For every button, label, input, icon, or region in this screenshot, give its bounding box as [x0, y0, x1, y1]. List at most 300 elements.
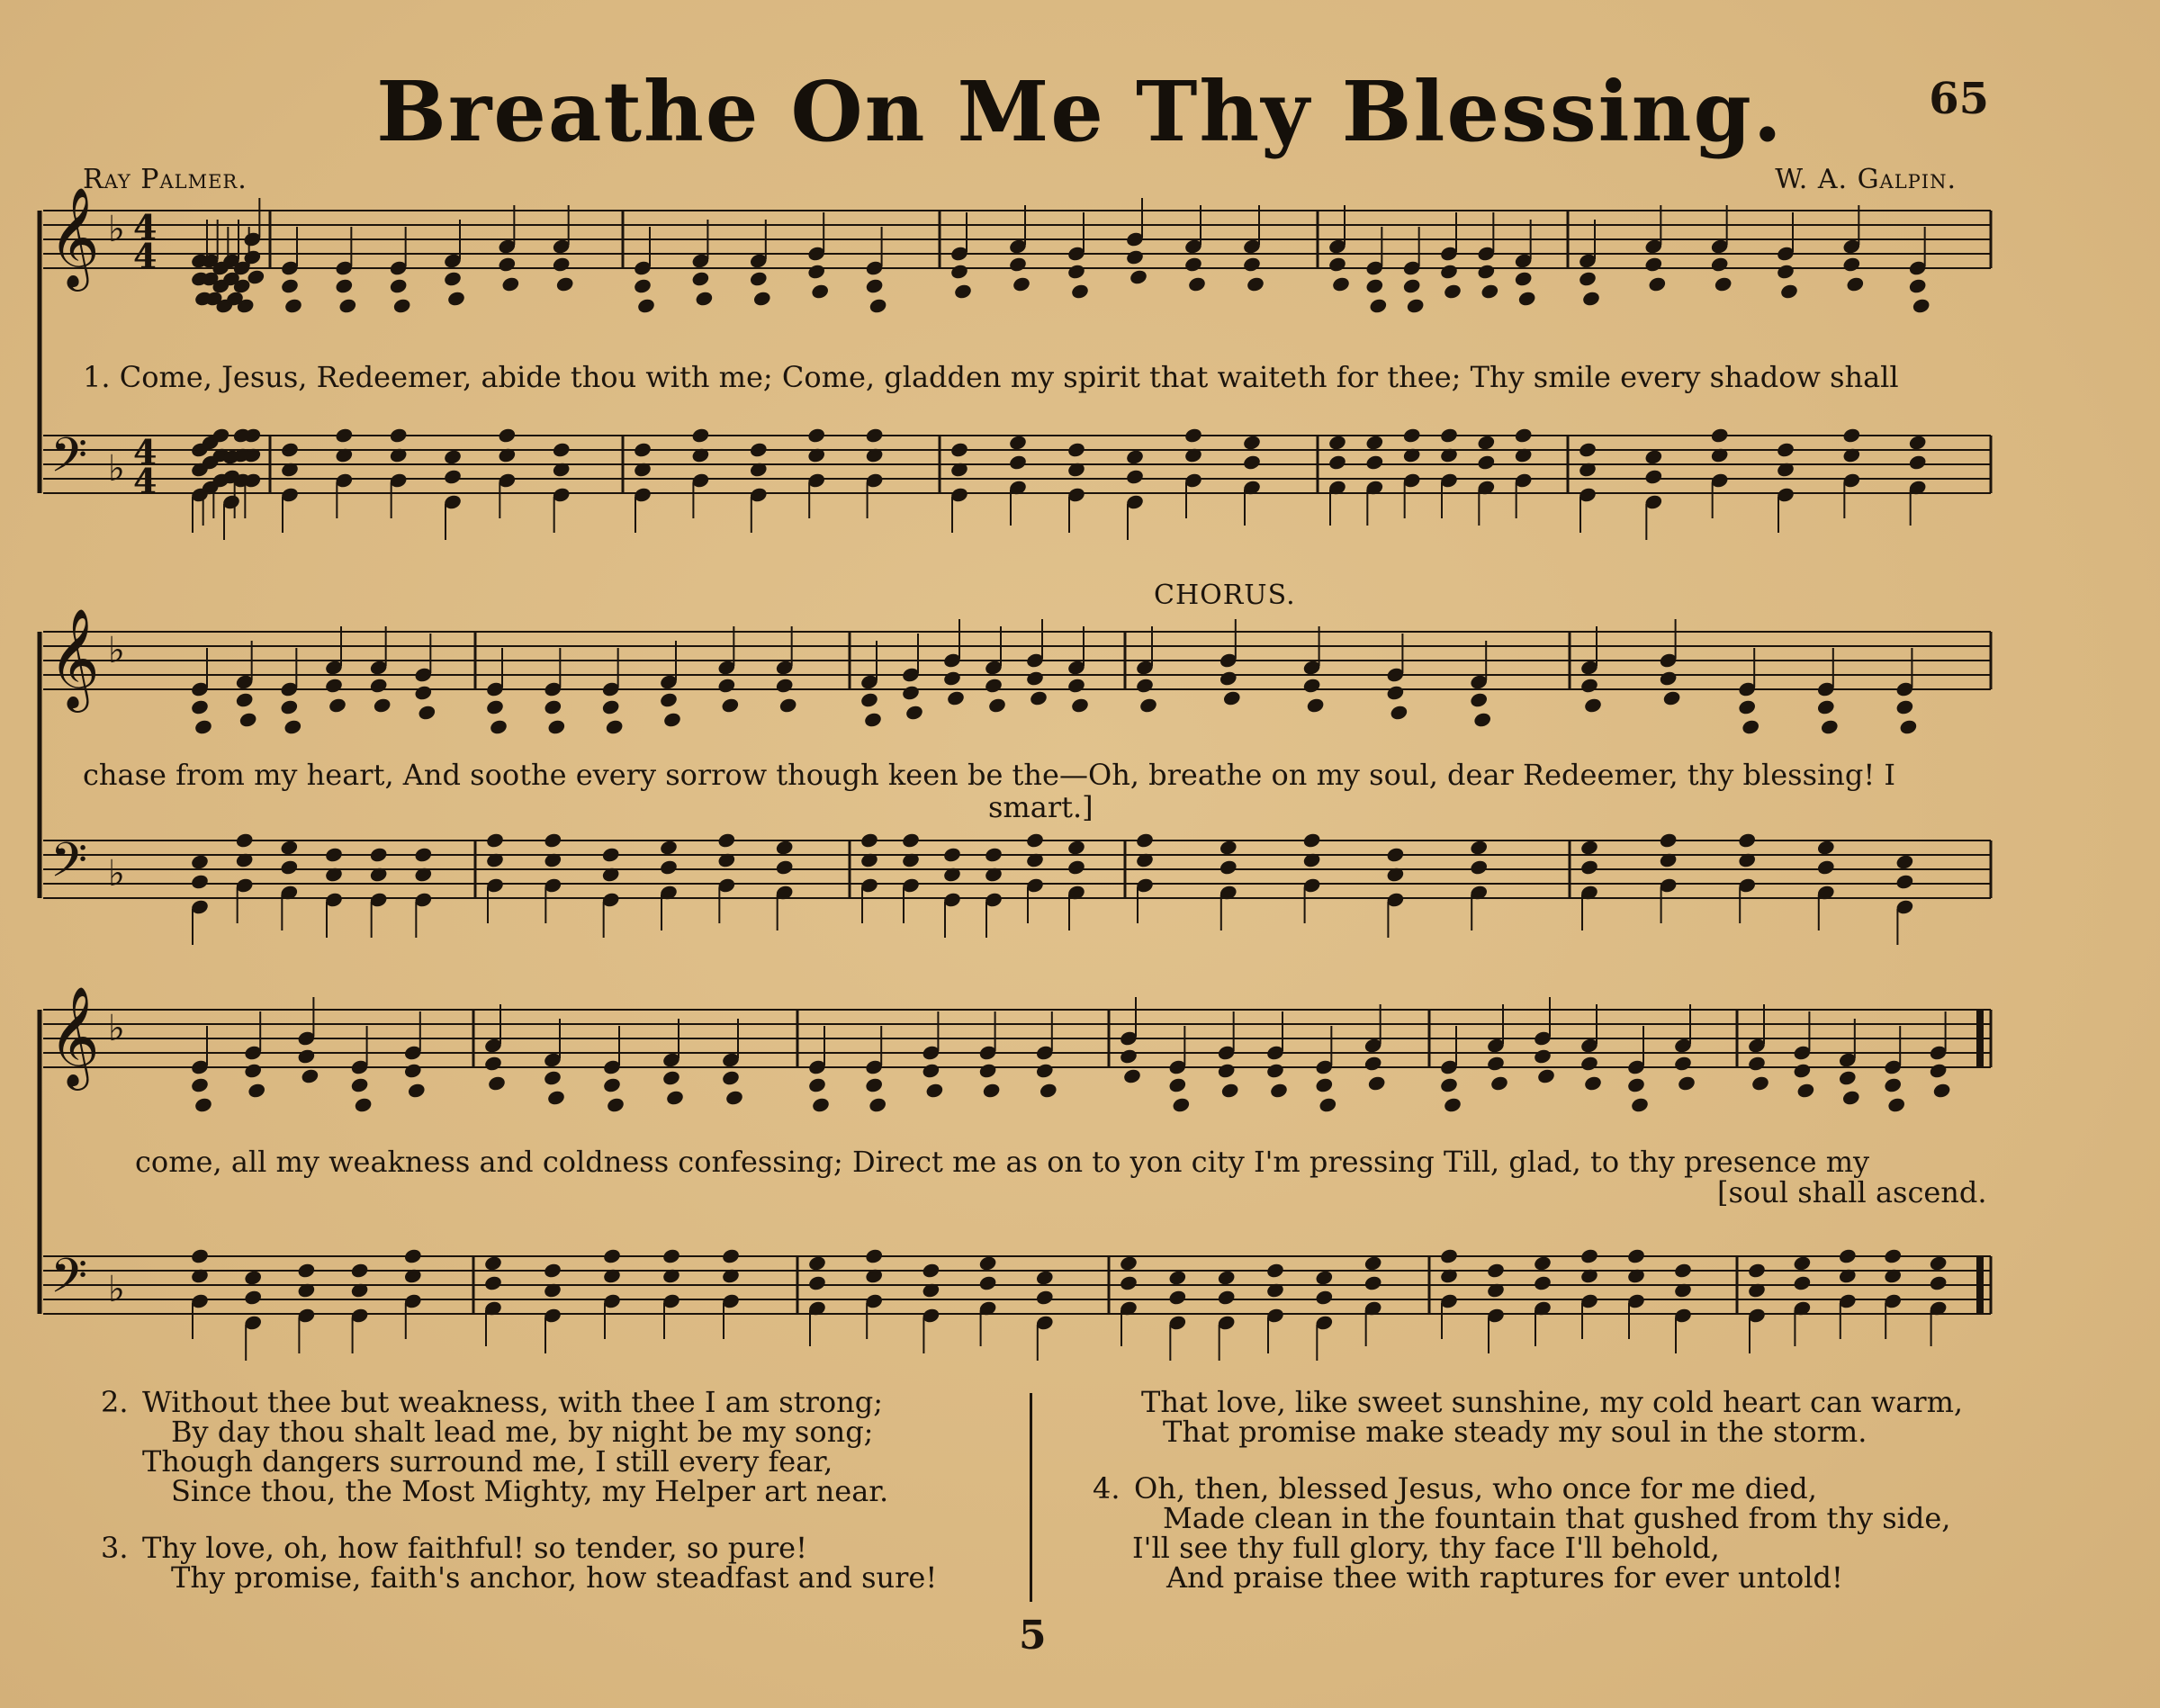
note-head [1070, 697, 1090, 714]
note-head [721, 1247, 741, 1264]
note-head [1402, 277, 1422, 294]
note-head [1779, 283, 1799, 300]
flat-icon: ♭ [108, 448, 125, 490]
note-head [1219, 839, 1238, 856]
note-head [1929, 1254, 1948, 1272]
note-head [546, 1089, 566, 1106]
note-head [1476, 454, 1496, 471]
note-head [1476, 263, 1496, 280]
note-head [1439, 427, 1459, 444]
note-head [373, 697, 392, 714]
note-head [724, 1089, 744, 1106]
note-head [1486, 1262, 1506, 1279]
note-head [716, 832, 736, 849]
note-head [1012, 275, 1031, 292]
note-head [1737, 698, 1757, 715]
note-head [601, 698, 621, 715]
note-head [925, 1082, 945, 1099]
note-head [283, 718, 302, 735]
note-head [1167, 1289, 1187, 1306]
note-head [984, 846, 1004, 863]
time-signature-bottom: 4 [133, 236, 158, 276]
note-head [279, 858, 299, 876]
note-head [1066, 677, 1086, 694]
flat-icon: ♭ [108, 853, 125, 894]
note-head [1125, 248, 1145, 265]
note-head [1886, 1096, 1906, 1113]
note-head [1328, 454, 1347, 471]
note-head [1302, 832, 1322, 849]
note-head [1328, 434, 1347, 451]
note-head [1737, 832, 1757, 849]
note-head [1647, 275, 1667, 292]
note-head [1246, 275, 1265, 292]
note-head [489, 718, 508, 735]
note-head [1741, 718, 1760, 735]
note-head [238, 711, 258, 728]
verse-number: 4. [1093, 1471, 1120, 1506]
note-head [1439, 1247, 1459, 1264]
note-head [978, 1062, 998, 1079]
note-head [691, 270, 711, 287]
note-head [1908, 277, 1928, 294]
note-head [806, 427, 826, 444]
note-head [1122, 1067, 1142, 1084]
note-head [1578, 441, 1598, 458]
note-head [1630, 1096, 1650, 1113]
note-head [659, 858, 679, 876]
note-head [1035, 1269, 1055, 1286]
note-head [194, 718, 213, 735]
time-signature-top: 4 [133, 432, 158, 472]
note-head [865, 277, 885, 294]
note-head [1643, 468, 1663, 485]
note-head [691, 427, 711, 444]
note-head [1490, 1074, 1509, 1092]
note-head [807, 1274, 827, 1291]
note-head [284, 297, 303, 314]
note-head [279, 698, 299, 715]
chorus-label: CHORUS. [1154, 580, 1296, 611]
note-head [483, 1055, 503, 1072]
note-head [350, 1262, 370, 1279]
note-head [865, 427, 885, 444]
note-head [1714, 275, 1733, 292]
note-head [280, 277, 300, 294]
lyric-line-3-continuation: [soul shall ascend. [1717, 1175, 1987, 1209]
note-head [235, 691, 255, 708]
note-head [1119, 1047, 1138, 1065]
note-head [497, 256, 517, 273]
note-head [543, 1069, 562, 1086]
note-head [1138, 697, 1158, 714]
note-head [1364, 454, 1384, 471]
note-head [1184, 427, 1203, 444]
note-head [1514, 427, 1534, 444]
note-head [1580, 839, 1599, 856]
verse-line: Thy promise, faith's anchor, how steadfast and sure! [171, 1560, 938, 1595]
note-head [407, 1082, 427, 1099]
note-head [403, 1247, 423, 1264]
flat-icon: ♭ [108, 1008, 125, 1049]
note-head [555, 275, 575, 292]
note-head [543, 832, 562, 849]
note-head [483, 1254, 503, 1272]
note-head [1119, 1274, 1138, 1291]
lyricist-credit: Ray Palmer. [83, 164, 248, 195]
note-head [978, 1254, 998, 1272]
note-head [1747, 1055, 1767, 1072]
note-head [443, 270, 463, 287]
note-head [1402, 427, 1422, 444]
note-head [1710, 427, 1730, 444]
note-head [775, 677, 795, 694]
note-head [413, 684, 433, 701]
note-head [1066, 441, 1086, 458]
note-head [1583, 1074, 1603, 1092]
note-head [1217, 1289, 1237, 1306]
note-head [1025, 832, 1045, 849]
note-head [922, 1062, 941, 1079]
note-head [942, 670, 962, 687]
note-head [984, 677, 1004, 694]
note-head [1331, 275, 1351, 292]
note-head [1008, 434, 1028, 451]
note-head [497, 427, 517, 444]
note-head [1662, 689, 1682, 706]
note-head [807, 1254, 827, 1272]
note-head [1265, 1262, 1285, 1279]
note-head [1476, 434, 1496, 451]
note-head [1626, 1247, 1646, 1264]
note-head [297, 1262, 317, 1279]
note-head [1066, 263, 1086, 280]
note-head [1796, 1082, 1816, 1099]
note-head [1841, 256, 1861, 273]
note-head [1841, 1089, 1861, 1106]
treble-clef-icon: 𝄞 [49, 607, 100, 708]
note-head [1219, 858, 1238, 876]
note-head [543, 1262, 562, 1279]
note-head [1035, 1289, 1055, 1306]
note-head [665, 1089, 685, 1106]
note-head [901, 684, 921, 701]
note-head [1008, 454, 1028, 471]
verse-number: 2. [101, 1385, 129, 1419]
note-head [1580, 1055, 1599, 1072]
note-head [1583, 697, 1603, 714]
note-head [982, 1082, 1002, 1099]
note-head [369, 846, 389, 863]
verse-line: Made clean in the fountain that gushed from thy side, [1163, 1501, 1951, 1535]
note-head [1776, 263, 1796, 280]
note-head [749, 441, 769, 458]
note-head [775, 858, 795, 876]
note-head [749, 270, 769, 287]
note-head [392, 297, 412, 314]
note-head [1167, 1076, 1187, 1093]
page-number: 65 [1929, 74, 1989, 124]
note-head [1517, 290, 1537, 307]
note-head [1659, 832, 1678, 849]
verse-line: Oh, then, blessed Jesus, who once for me died, [1134, 1471, 1817, 1506]
note-head [1580, 858, 1599, 876]
note-head [1318, 1096, 1337, 1113]
note-head [190, 1076, 210, 1093]
note-head [1929, 1274, 1948, 1291]
note-head [485, 698, 505, 715]
note-head [389, 427, 409, 444]
note-head [922, 1262, 941, 1279]
verse-line: Since thou, the Most Mighty, my Helper art near. [171, 1474, 889, 1508]
note-head [946, 689, 966, 706]
note-head [1838, 1247, 1858, 1264]
note-head [324, 846, 344, 863]
verse-line: Without thee but weakness, with thee I am strong; [142, 1385, 884, 1419]
note-head [811, 1096, 831, 1113]
hymn-title: Breathe On Me Thy Blessing. [376, 63, 1784, 160]
note-head [1469, 691, 1489, 708]
note-head [243, 1289, 263, 1306]
note-head [446, 290, 466, 307]
note-head [942, 846, 962, 863]
note-head [1932, 1082, 1952, 1099]
lyric-line-3: come, all my weakness and coldness confessing; Direct me as on to yon city I'm pressing Till, glad, to thy presence my [135, 1145, 1870, 1179]
bass-clef-icon: 𝄢 [50, 1249, 88, 1316]
note-head [807, 1076, 827, 1093]
note-head [552, 441, 572, 458]
note-head [1643, 448, 1663, 465]
note-head [1580, 1247, 1599, 1264]
note-head [1171, 1096, 1191, 1113]
verse-block-left [101, 1385, 938, 1595]
note-head [1816, 839, 1836, 856]
note-head [546, 718, 566, 735]
time-signature-top: 4 [133, 207, 158, 247]
note-head [1125, 448, 1145, 465]
note-head [1838, 1069, 1858, 1086]
note-head [1184, 256, 1203, 273]
lyric-line-2-continuation: smart.] [988, 790, 1094, 824]
note-head [860, 691, 879, 708]
note-head [1912, 297, 1931, 314]
note-head [328, 697, 347, 714]
note-head [1895, 698, 1915, 715]
note-head [950, 441, 969, 458]
note-head [1816, 858, 1836, 876]
note-head [868, 1096, 887, 1113]
note-head [1469, 858, 1489, 876]
note-head [1222, 689, 1242, 706]
note-head [1368, 297, 1388, 314]
note-head [280, 441, 300, 458]
note-head [860, 832, 879, 849]
note-head [1314, 1076, 1334, 1093]
note-head [297, 1047, 317, 1065]
note-head [417, 704, 436, 721]
note-head [1314, 1289, 1334, 1306]
note-head [1217, 1269, 1237, 1286]
note-head [1025, 670, 1045, 687]
note-head [1314, 1269, 1334, 1286]
note-head [1066, 839, 1086, 856]
note-head [1302, 677, 1322, 694]
note-head [1242, 434, 1262, 451]
note-head [904, 704, 924, 721]
note-head [247, 1082, 266, 1099]
note-head [500, 275, 520, 292]
note-head [1364, 1254, 1383, 1272]
note-head [279, 839, 299, 856]
note-head [778, 697, 798, 714]
note-head [1643, 256, 1663, 273]
note-head [978, 1274, 998, 1291]
note-head [752, 290, 772, 307]
verse-line: Thy love, oh, how faithful! so tender, so pure! [142, 1531, 807, 1565]
note-head [602, 1247, 622, 1264]
note-head [716, 677, 736, 694]
note-head [806, 263, 826, 280]
treble-clef-icon: 𝄞 [49, 186, 100, 287]
note-head [1119, 1254, 1138, 1272]
note-head [1677, 1074, 1696, 1092]
note-head [1626, 1076, 1646, 1093]
note-head [953, 283, 973, 300]
note-head [1364, 1274, 1383, 1291]
note-head [1841, 427, 1861, 444]
note-head [1845, 275, 1865, 292]
note-head [1390, 704, 1409, 721]
flat-icon: ♭ [108, 209, 125, 250]
note-head [721, 1069, 741, 1086]
verse-line: And praise thee with raptures for ever untold! [1166, 1560, 1843, 1595]
note-head [1008, 256, 1028, 273]
note-head [1469, 839, 1489, 856]
note-head [1220, 1082, 1240, 1099]
note-head [1908, 454, 1928, 471]
note-head [1820, 718, 1840, 735]
note-head [1659, 670, 1678, 687]
note-head [1167, 1269, 1187, 1286]
note-head [485, 832, 505, 849]
note-head [324, 677, 344, 694]
note-head [1035, 1062, 1055, 1079]
note-head [1750, 1074, 1770, 1092]
note-head [1367, 1074, 1387, 1092]
note-head [190, 1247, 210, 1264]
note-head [1883, 1247, 1903, 1264]
note-head [1070, 283, 1090, 300]
note-head [243, 1269, 263, 1286]
note-head [1578, 270, 1598, 287]
note-head [1265, 1062, 1285, 1079]
note-head [1533, 1047, 1552, 1065]
note-head [633, 441, 652, 458]
note-head [1895, 873, 1915, 890]
note-head [1899, 718, 1919, 735]
lyric-line-1: 1. Come, Jesus, Redeemer, abide thou with me; Come, gladden my spirit that waiteth for thee; Thy smile every shadow shall [83, 360, 1899, 394]
note-head [633, 277, 652, 294]
note-head [1187, 275, 1207, 292]
note-head [662, 711, 682, 728]
note-head [1364, 277, 1384, 294]
note-head [350, 1076, 370, 1093]
note-head [243, 1062, 263, 1079]
note-head [602, 1076, 622, 1093]
note-head [1135, 832, 1155, 849]
note-head [1242, 256, 1262, 273]
note-head [662, 1069, 681, 1086]
note-head [1439, 263, 1459, 280]
note-head [1710, 256, 1730, 273]
note-head [1929, 1062, 1948, 1079]
note-head [901, 832, 921, 849]
time-signature-bottom: 4 [133, 461, 158, 501]
note-head [864, 1247, 884, 1264]
note-head [1129, 268, 1148, 285]
note-head [1514, 270, 1534, 287]
note-head [1793, 1062, 1813, 1079]
column-divider [1030, 1393, 1032, 1602]
note-head [487, 1074, 507, 1092]
note-head [1533, 1254, 1552, 1272]
flat-icon: ♭ [108, 630, 125, 671]
note-head [334, 277, 354, 294]
bass-clef-icon: 𝄢 [50, 428, 88, 495]
note-head [403, 1062, 423, 1079]
note-head [338, 297, 357, 314]
note-head [1406, 297, 1426, 314]
bass-clef-icon: 𝄢 [50, 833, 88, 900]
note-head [864, 1076, 884, 1093]
note-head [636, 297, 656, 314]
note-head [1443, 283, 1462, 300]
note-head [443, 468, 463, 485]
note-head [601, 846, 621, 863]
note-head [1242, 454, 1262, 471]
note-head [1386, 684, 1406, 701]
note-head [659, 691, 679, 708]
note-head [190, 698, 210, 715]
note-head [1895, 853, 1915, 870]
note-head [389, 277, 409, 294]
note-head [1673, 1262, 1693, 1279]
note-head [1125, 468, 1145, 485]
note-head [1776, 441, 1796, 458]
note-head [1364, 434, 1384, 451]
note-head [1747, 1262, 1767, 1279]
note-head [1816, 698, 1836, 715]
note-head [543, 698, 562, 715]
note-head [1269, 1082, 1289, 1099]
treble-clef-icon: 𝄞 [49, 985, 100, 1086]
note-head [443, 448, 463, 465]
verse-line: By day thou shalt lead me, by night be my song; [171, 1415, 874, 1449]
note-head [190, 853, 210, 870]
note-head [1883, 1076, 1903, 1093]
note-head [552, 256, 572, 273]
note-head [413, 846, 433, 863]
note-head [810, 283, 830, 300]
note-head [1039, 1082, 1058, 1099]
note-head [1580, 677, 1599, 694]
flat-icon: ♭ [108, 1269, 125, 1310]
verse-block-right [1093, 1385, 1964, 1595]
note-head [369, 677, 389, 694]
note-head [483, 1274, 503, 1291]
note-head [695, 290, 715, 307]
composer-credit: W. A. Galpin. [1775, 164, 1957, 195]
